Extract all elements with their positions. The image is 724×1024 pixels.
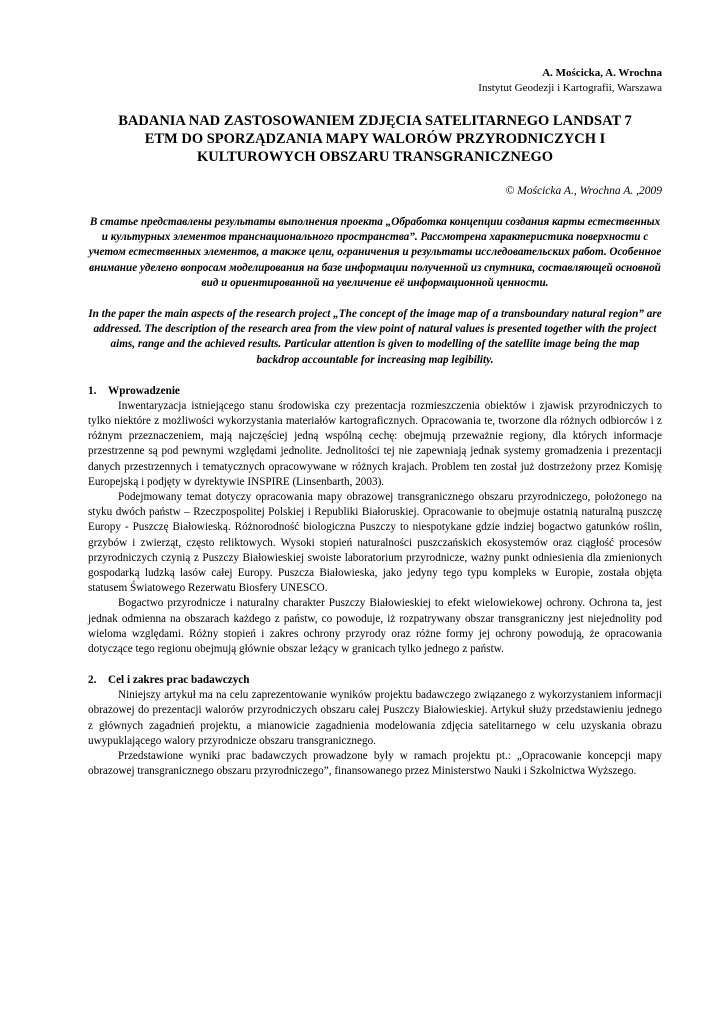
section-title: Cel i zakres prac badawczych bbox=[108, 674, 250, 687]
paragraph: Przedstawione wyniki prac badawczych prowadzone były w ramach projektu pt.: „Opracowanie koncepcji mapy obrazowej transgranicznego obszaru przyrodniczego”, finansowanego przez Ministerstwo Nauki i Szkolnictwa Wyższego. bbox=[88, 750, 662, 778]
section-number: 1. bbox=[88, 384, 97, 397]
section-heading bbox=[88, 673, 662, 688]
paper-title: BADANIA NAD ZASTOSOWANIEM ZDJĘCIA SATELITARNEGO LANDSAT 7 ETM DO SPORZĄDZANIA MAPY WALORÓW PRZYRODNICZYCH I KULTUROWYCH OBSZARU TRANSGRANICZNEGO bbox=[118, 113, 632, 165]
section-heading bbox=[88, 384, 662, 399]
abstract-english: In the paper the main aspects of the research project „The concept of the image map of a transboundary natural region” are addressed. The description of the research area from the view point of natural values is presented together with the project aims, range and the achieved results. Particular attention is given to modelling of the satellite image being the map backdrop accountable for increasing map legibility. bbox=[88, 308, 662, 366]
authors: A. Mościcka, A. Wrochna bbox=[542, 67, 662, 79]
copyright-line: © Mościcka A., Wrochna A. ,2009 bbox=[505, 185, 662, 197]
paper-page bbox=[88, 66, 662, 780]
paragraph: Bogactwo przyrodnicze i naturalny charakter Puszczy Białowieskiej to efekt wielowiekowej ochrony. Ochrona ta, jest jednak odmienna na obszarach każdego z państw, co powoduje, iż rozpatrywany obszar transgraniczny jest niejednolity pod wieloma względami. Różny stopień i zakres ochrony przyrody oraz różne formy jej ochrony powodują, że opracowania dotyczące tego regionu obejmują głównie obszar leżący w granicach tylko jednego z państw. bbox=[88, 597, 662, 656]
paragraph: Podejmowany temat dotyczy opracowania mapy obrazowej transgranicznego obszaru przyrodniczego, położonego na styku dwóch państw – Rzeczpospolitej Polskiej i Republiki Białoruskiej. Opracowanie to obejmuje ostatnią naturalną puszczę Europy - Puszczę Białowieską. Różnorodność biologiczna Puszczy to niespotykane gdzie indziej bogactwo gatunków roślin, grzybów i zwierząt, często reliktowych. Wysoki stopień naturalności puszczańskich ekosystemów oraz ciągłość procesów przyrodniczych czynią z Puszczy Białowieskiej swoiste laboratorium przyrodnicze, ważny punkt odniesienia dla zmienionych gospodarką ludzką lasów całej Europy. Puszcza Białowieska, jako jedyny tego typu kompleks w Europie, została objęta statusem Światowego Rezerwatu Biosfery UNESCO. bbox=[88, 491, 662, 595]
abstract-russian: В статье представлены результаты выполнения проекта „Обработка концепции создания карты естественных и культурных элементов транснационального пространства”. Рассмотрена характеристика поверхности с учетом естественных элементов, а также цели, ограничения и результаты исследовательских работ. Особенное внимание уделено вопросам моделирования на базе информации полученной из спутника, составляющей основной вид и ориентированной на увеличение её информационной ценности. bbox=[88, 216, 662, 289]
paragraph: Inwentaryzacja istniejącego stanu środowiska czy prezentacja rozmieszczenia obiektów i zjawisk przyrodniczych to tylko niektóre z możliwości wykorzystania materiałów kartograficznych. Opracowania te, tworzone dla różnych odbiorców i z różnym przeznaczeniem, mają najczęściej jedną wspólną cechę: obejmują przeważnie regiony, dla których informacje przestrzenne są pod pewnymi względami jednolite. Jednolitości tej nie zapewniają jednak systemy gromadzenia i prezentacji danych przestrzennych i tematycznych opracowywane w różnych krajach. Problem ten został już dostrzeżony przez Komisję Europejską i podjęty w dyrektywie INSPIRE (Linsenbarth, 2003). bbox=[88, 399, 662, 488]
institution: Instytut Geodezji i Kartografii, Warszawa bbox=[478, 82, 662, 94]
section-number: 2. bbox=[88, 674, 97, 687]
paragraph: Niniejszy artykuł ma na celu zaprezentowanie wyników projektu badawczego związanego z wykorzystaniem informacji obrazowej do prezentacji walorów przyrodniczych obszaru całej Puszczy Białowieskiej. Artykuł służy przedstawieniu jednego z głównych zagadnień projektu, a mianowicie zagadnienia modelowania zdjęcia satelitarnego w celu uzyskania obrazu uwypuklającego walory przyrodnicze obszaru transgranicznego. bbox=[88, 689, 662, 747]
section-title: Wprowadzenie bbox=[108, 384, 180, 397]
